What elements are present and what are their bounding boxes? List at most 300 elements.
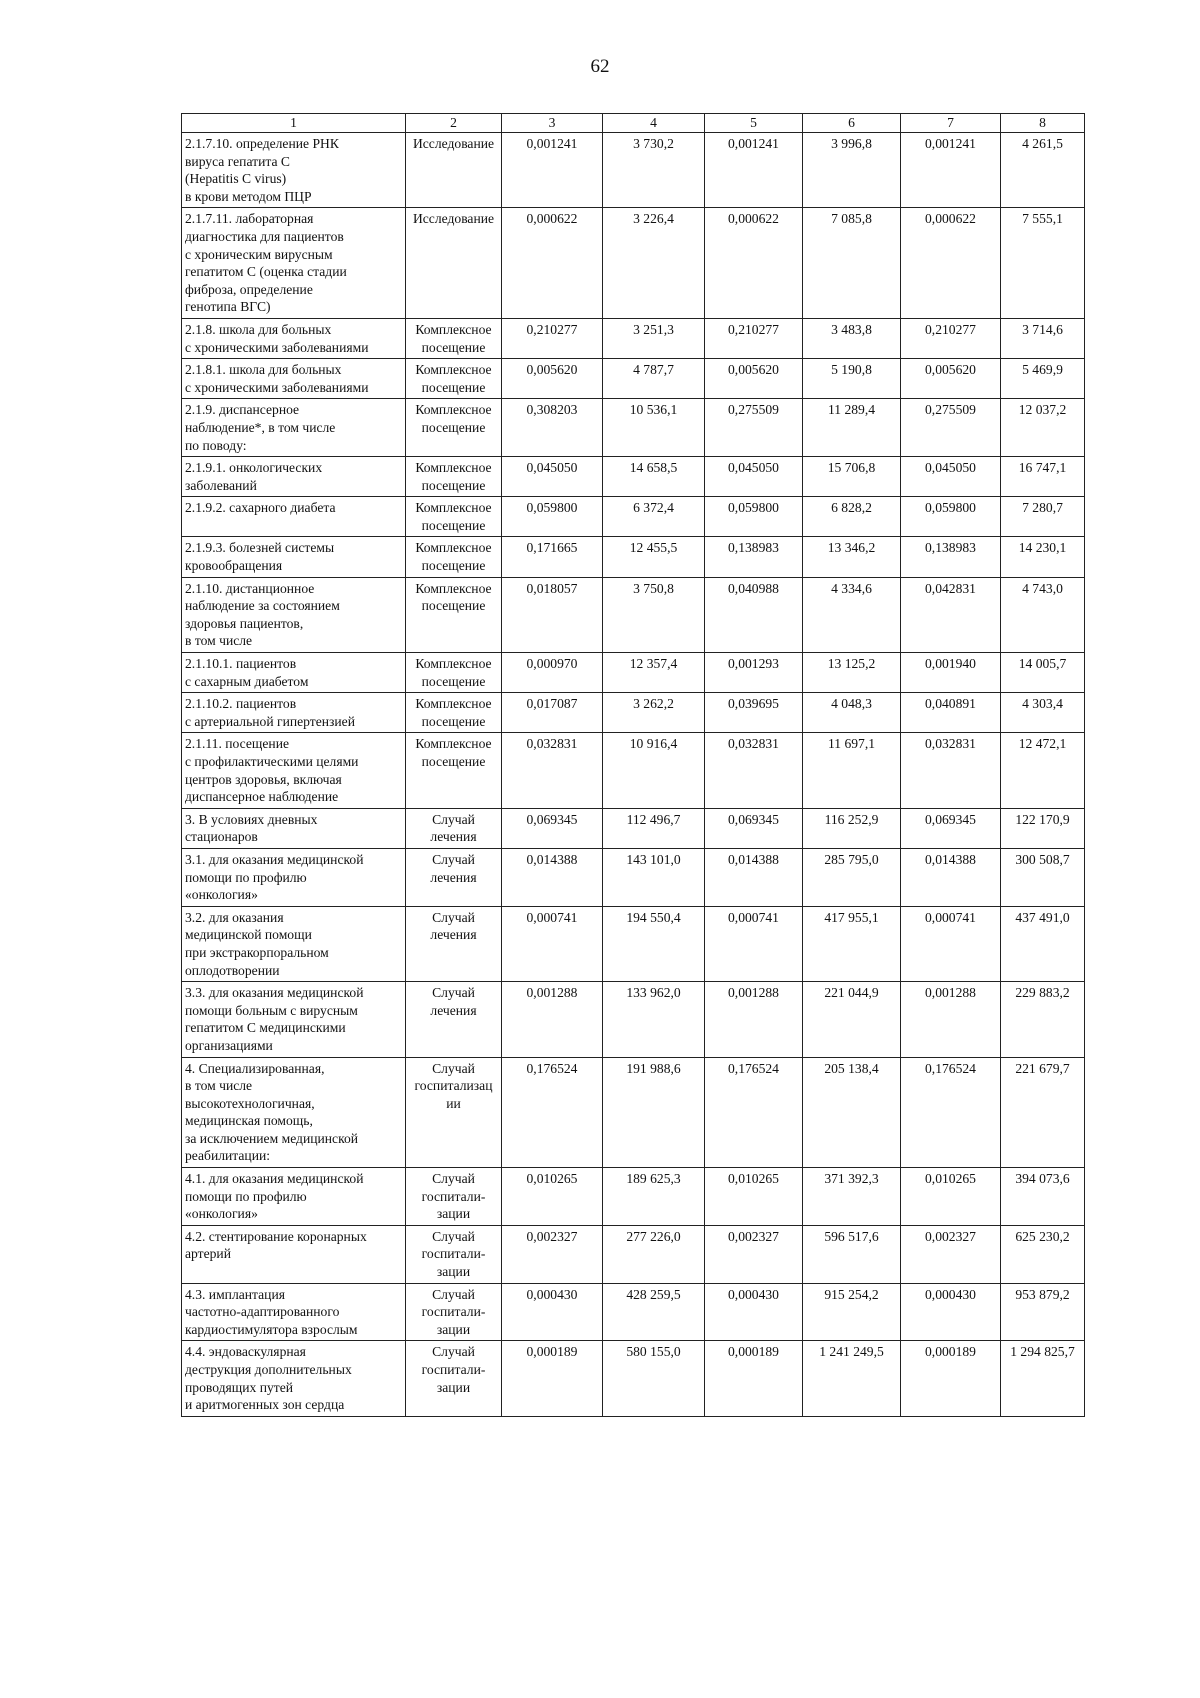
cost-norm-cell: 12 455,5	[603, 537, 705, 577]
cost-norm-cell: 3 714,6	[1001, 318, 1085, 358]
unit-line: Случай	[432, 1286, 475, 1302]
row-name-line: 3. В условиях дневных	[185, 811, 318, 827]
table-row	[182, 457, 1085, 497]
cost-norm-cell: 112 496,7	[603, 808, 705, 848]
table-row	[182, 208, 1085, 319]
row-name-line: 3.3. для оказания медицинской	[185, 985, 364, 1001]
unit-line: Исследование	[412, 136, 495, 151]
norms-table	[181, 113, 1085, 1417]
table-row	[182, 133, 1085, 208]
table-row	[182, 808, 1085, 848]
volume-norm-cell: 0,059800	[705, 497, 803, 537]
volume-norm-cell: 0,018057	[502, 577, 603, 652]
row-name-line: 4.3. имплантация	[185, 1286, 285, 1302]
row-name-line: диспансерное наблюдение	[185, 789, 339, 805]
volume-norm-cell: 0,032831	[502, 733, 603, 808]
row-name-cell	[182, 399, 406, 457]
cost-norm-cell: 7 085,8	[803, 208, 901, 319]
volume-norm-cell: 0,171665	[502, 537, 603, 577]
unit-line: зации	[436, 1264, 471, 1280]
unit-line: посещение	[421, 558, 486, 574]
row-name-line: помощи по профилю	[185, 869, 307, 885]
row-name-line: за исключением медицинской	[185, 1130, 359, 1146]
unit-cell	[406, 399, 502, 457]
unit-cell	[406, 1225, 502, 1283]
unit-line: лечения	[430, 869, 477, 885]
cost-norm-cell: 4 334,6	[803, 577, 901, 652]
row-name-cell	[182, 359, 406, 399]
cost-norm-cell: 221 044,9	[803, 982, 901, 1057]
table-header-row	[182, 114, 1085, 133]
row-name-line: артерий	[185, 1246, 231, 1262]
cost-norm-cell: 3 483,8	[803, 318, 901, 358]
page-number: 62	[590, 56, 610, 77]
unit-cell	[406, 1341, 502, 1416]
table-row	[182, 982, 1085, 1057]
unit-line: посещение	[421, 673, 486, 689]
volume-norm-cell: 0,000430	[502, 1283, 603, 1341]
row-name-line: деструкция дополнительных	[185, 1362, 352, 1377]
column-header: 2	[406, 114, 502, 133]
volume-norm-cell: 0,005620	[502, 359, 603, 399]
unit-cell	[406, 848, 502, 906]
volume-norm-cell: 0,210277	[502, 318, 603, 358]
column-header: 5	[705, 114, 803, 133]
unit-line: посещение	[421, 339, 486, 355]
cost-norm-cell: 11 289,4	[803, 399, 901, 457]
unit-cell	[406, 982, 502, 1057]
cost-norm-cell: 14 005,7	[1001, 653, 1085, 693]
unit-line: Комплексное	[415, 460, 492, 476]
unit-line: Комплексное	[415, 580, 492, 596]
volume-norm-cell: 0,000741	[901, 906, 1001, 981]
cost-norm-cell: 428 259,5	[603, 1283, 705, 1341]
cost-norm-cell: 1 241 249,5	[803, 1341, 901, 1416]
unit-line: посещение	[421, 379, 486, 395]
cost-norm-cell: 10 916,4	[603, 733, 705, 808]
table-row	[182, 497, 1085, 537]
row-name-line: 2.1.10.2. пациентов	[185, 696, 297, 712]
unit-cell	[406, 1283, 502, 1341]
cost-norm-cell: 16 747,1	[1001, 457, 1085, 497]
unit-line: Комплексное	[415, 696, 492, 712]
unit-cell	[406, 906, 502, 981]
unit-cell	[406, 808, 502, 848]
row-name-line: в том числе	[185, 1078, 253, 1094]
row-name-line: 2.1.9.2. сахарного диабета	[185, 500, 336, 516]
table-row	[182, 1283, 1085, 1341]
table-row	[182, 577, 1085, 652]
row-name-line: 2.1.10.1. пациентов	[185, 656, 297, 672]
cost-norm-cell: 14 658,5	[603, 457, 705, 497]
row-name-line: кровообращения	[185, 558, 283, 574]
unit-cell	[406, 359, 502, 399]
cost-norm-cell: 116 252,9	[803, 808, 901, 848]
table-row	[182, 1168, 1085, 1226]
row-name-line: с хроническими заболеваниями	[185, 339, 369, 355]
row-name-cell	[182, 537, 406, 577]
cost-norm-cell: 191 988,6	[603, 1057, 705, 1168]
cost-norm-cell: 194 550,4	[603, 906, 705, 981]
volume-norm-cell: 0,069345	[502, 808, 603, 848]
cost-norm-cell: 5 469,9	[1001, 359, 1085, 399]
row-name-cell	[182, 906, 406, 981]
row-name-line: в крови методом ПЦР	[185, 188, 312, 204]
row-name-line: центров здоровья, включая	[185, 771, 342, 787]
row-name-line: 2.1.11. посещение	[185, 736, 290, 752]
table-row	[182, 359, 1085, 399]
volume-norm-cell: 0,000741	[502, 906, 603, 981]
volume-norm-cell: 0,002327	[901, 1225, 1001, 1283]
row-name-line: 2.1.8.1. школа для больных	[185, 362, 342, 378]
cost-norm-cell: 417 955,1	[803, 906, 901, 981]
unit-line: Случай	[432, 1171, 475, 1187]
cost-norm-cell: 7 280,7	[1001, 497, 1085, 537]
row-name-line: медицинской помощи	[185, 927, 312, 943]
column-header: 3	[502, 114, 603, 133]
volume-norm-cell: 0,000622	[705, 208, 803, 319]
row-name-line: организациями	[185, 1037, 273, 1053]
unit-line: госпитализац	[414, 1078, 493, 1094]
table-row	[182, 906, 1085, 981]
row-name-cell	[182, 693, 406, 733]
unit-line: Случай	[432, 811, 475, 827]
unit-line: Исследование	[412, 211, 495, 227]
cost-norm-cell: 3 996,8	[803, 133, 901, 208]
row-name-cell	[182, 318, 406, 358]
cost-norm-cell: 12 357,4	[603, 653, 705, 693]
row-name-line: с сахарным диабетом	[185, 673, 309, 689]
volume-norm-cell: 0,014388	[705, 848, 803, 906]
cost-norm-cell: 4 787,7	[603, 359, 705, 399]
volume-norm-cell: 0,045050	[705, 457, 803, 497]
column-header: 4	[603, 114, 705, 133]
row-name-cell	[182, 497, 406, 537]
row-name-line: с профилактическими целями	[185, 754, 359, 769]
row-name-line: гепатитом С (оценка стадии	[185, 264, 347, 280]
volume-norm-cell: 0,010265	[901, 1168, 1001, 1226]
volume-norm-cell: 0,000622	[901, 208, 1001, 319]
table-row	[182, 399, 1085, 457]
volume-norm-cell: 0,032831	[901, 733, 1001, 808]
unit-line: посещение	[421, 754, 486, 769]
row-name-cell	[182, 1057, 406, 1168]
row-name-line: 3.2. для оказания	[185, 909, 284, 925]
unit-line: Комплексное	[415, 736, 492, 752]
volume-norm-cell: 0,040891	[901, 693, 1001, 733]
unit-line: госпитали-	[421, 1246, 486, 1262]
cost-norm-cell: 3 750,8	[603, 577, 705, 652]
volume-norm-cell: 0,138983	[705, 537, 803, 577]
row-name-line: диагностика для пациентов	[185, 228, 344, 244]
unit-line: Случай	[432, 985, 475, 1001]
cost-norm-cell: 7 555,1	[1001, 208, 1085, 319]
volume-norm-cell: 0,042831	[901, 577, 1001, 652]
unit-cell	[406, 497, 502, 537]
cost-norm-cell: 953 879,2	[1001, 1283, 1085, 1341]
unit-line: ии	[446, 1095, 461, 1111]
table-row	[182, 1057, 1085, 1168]
cost-norm-cell: 143 101,0	[603, 848, 705, 906]
row-name-cell	[182, 653, 406, 693]
row-name-cell	[182, 982, 406, 1057]
row-name-cell	[182, 1168, 406, 1226]
row-name-line: наблюдение*, в том числе	[185, 419, 336, 435]
cost-norm-cell: 1 294 825,7	[1001, 1341, 1085, 1416]
volume-norm-cell: 0,001288	[705, 982, 803, 1057]
row-name-line: реабилитации:	[185, 1148, 271, 1164]
row-name-cell	[182, 733, 406, 808]
volume-norm-cell: 0,014388	[901, 848, 1001, 906]
row-name-cell	[182, 1225, 406, 1283]
volume-norm-cell: 0,059800	[901, 497, 1001, 537]
table-row	[182, 733, 1085, 808]
table-row	[182, 653, 1085, 693]
row-name-cell	[182, 208, 406, 319]
unit-line: Комплексное	[415, 500, 492, 516]
column-header: 7	[901, 114, 1001, 133]
cost-norm-cell: 437 491,0	[1001, 906, 1085, 981]
row-name-cell	[182, 1283, 406, 1341]
unit-line: Случай	[432, 851, 475, 867]
row-name-line: проводящих путей	[185, 1379, 294, 1395]
cost-norm-cell: 4 743,0	[1001, 577, 1085, 652]
cost-norm-cell: 371 392,3	[803, 1168, 901, 1226]
row-name-line: частотно-адаптированного	[185, 1304, 340, 1320]
unit-cell	[406, 653, 502, 693]
unit-line: посещение	[421, 419, 486, 435]
cost-norm-cell: 5 190,8	[803, 359, 901, 399]
volume-norm-cell: 0,000189	[502, 1341, 603, 1416]
row-name-line: 4.1. для оказания медицинской	[185, 1171, 364, 1187]
unit-line: Случай	[432, 909, 475, 925]
cost-norm-cell: 205 138,4	[803, 1057, 901, 1168]
unit-line: зации	[436, 1321, 471, 1337]
row-name-line: наблюдение за состоянием	[185, 598, 340, 614]
row-name-line: гепатитом С медицинскими	[185, 1020, 346, 1036]
volume-norm-cell: 0,176524	[901, 1057, 1001, 1168]
cost-norm-cell: 13 346,2	[803, 537, 901, 577]
row-name-cell	[182, 577, 406, 652]
table-body	[182, 133, 1085, 1417]
row-name-line: с хроническими заболеваниями	[185, 379, 369, 395]
unit-line: Случай	[432, 1344, 475, 1360]
volume-norm-cell: 0,000741	[705, 906, 803, 981]
volume-norm-cell: 0,000430	[705, 1283, 803, 1341]
row-name-line: «онкология»	[185, 1206, 258, 1222]
unit-line: Случай	[432, 1228, 475, 1244]
row-name-line: 2.1.10. дистанционное	[185, 580, 315, 596]
row-name-cell	[182, 808, 406, 848]
volume-norm-cell: 0,002327	[502, 1225, 603, 1283]
cost-norm-cell: 4 261,5	[1001, 133, 1085, 208]
row-name-line: и аритмогенных зон сердца	[185, 1397, 345, 1413]
unit-cell	[406, 133, 502, 208]
volume-norm-cell: 0,010265	[705, 1168, 803, 1226]
cost-norm-cell: 915 254,2	[803, 1283, 901, 1341]
cost-norm-cell: 580 155,0	[603, 1341, 705, 1416]
unit-line: Комплексное	[415, 402, 492, 418]
volume-norm-cell: 0,005620	[901, 359, 1001, 399]
row-name-line: с артериальной гипертензией	[185, 713, 355, 729]
row-name-line: с хроническим вирусным	[185, 246, 333, 262]
table-row	[182, 537, 1085, 577]
table-row	[182, 693, 1085, 733]
cost-norm-cell: 10 536,1	[603, 399, 705, 457]
volume-norm-cell: 0,176524	[502, 1057, 603, 1168]
cost-norm-cell: 122 170,9	[1001, 808, 1085, 848]
volume-norm-cell: 0,001288	[502, 982, 603, 1057]
column-header: 6	[803, 114, 901, 133]
cost-norm-cell: 3 251,3	[603, 318, 705, 358]
unit-line: Комплексное	[415, 362, 492, 378]
row-name-line: помощи больным с вирусным	[185, 1002, 358, 1018]
row-name-line: 3.1. для оказания медицинской	[185, 851, 364, 867]
cost-norm-cell: 15 706,8	[803, 457, 901, 497]
row-name-cell	[182, 133, 406, 208]
cost-norm-cell: 12 037,2	[1001, 399, 1085, 457]
column-header: 8	[1001, 114, 1085, 133]
volume-norm-cell: 0,017087	[502, 693, 603, 733]
unit-line: посещение	[421, 517, 486, 533]
volume-norm-cell: 0,000622	[502, 208, 603, 319]
unit-line: посещение	[421, 713, 486, 729]
row-name-line: «онкология»	[185, 887, 258, 903]
unit-line: лечения	[430, 1002, 477, 1018]
cost-norm-cell: 3 262,2	[603, 693, 705, 733]
volume-norm-cell: 0,210277	[705, 318, 803, 358]
row-name-line: оплодотворении	[185, 962, 280, 978]
row-name-line: 2.1.9. диспансерное	[185, 402, 300, 418]
volume-norm-cell: 0,040988	[705, 577, 803, 652]
unit-line: лечения	[430, 829, 477, 845]
row-name-cell	[182, 457, 406, 497]
volume-norm-cell: 0,138983	[901, 537, 1001, 577]
unit-line: зации	[436, 1206, 471, 1222]
row-name-line: высокотехнологичная,	[185, 1095, 315, 1111]
cost-norm-cell: 285 795,0	[803, 848, 901, 906]
unit-cell	[406, 457, 502, 497]
cost-norm-cell: 11 697,1	[803, 733, 901, 808]
row-name-line: генотипа ВГС)	[185, 299, 271, 315]
volume-norm-cell: 0,045050	[502, 457, 603, 497]
column-header: 1	[182, 114, 406, 133]
unit-cell	[406, 1168, 502, 1226]
unit-line: лечения	[430, 927, 477, 943]
row-name-line: 2.1.7.11. лабораторная	[185, 211, 314, 227]
row-name-line: медицинская помощь,	[185, 1113, 313, 1129]
unit-line: Комплексное	[415, 540, 492, 556]
row-name-line: по поводу:	[185, 437, 247, 453]
volume-norm-cell: 0,308203	[502, 399, 603, 457]
row-name-line: заболеваний	[185, 477, 257, 493]
volume-norm-cell: 0,045050	[901, 457, 1001, 497]
cost-norm-cell: 3 226,4	[603, 208, 705, 319]
volume-norm-cell: 0,069345	[901, 808, 1001, 848]
unit-line: Комплексное	[415, 656, 492, 672]
row-name-line: 2.1.9.3. болезней системы	[185, 540, 335, 556]
volume-norm-cell: 0,032831	[705, 733, 803, 808]
cost-norm-cell: 12 472,1	[1001, 733, 1085, 808]
cost-norm-cell: 394 073,6	[1001, 1168, 1085, 1226]
volume-norm-cell: 0,002327	[705, 1225, 803, 1283]
unit-line: госпитали-	[421, 1188, 486, 1204]
volume-norm-cell: 0,010265	[502, 1168, 603, 1226]
cost-norm-cell: 221 679,7	[1001, 1057, 1085, 1168]
cost-norm-cell: 3 730,2	[603, 133, 705, 208]
volume-norm-cell: 0,039695	[705, 693, 803, 733]
cost-norm-cell: 13 125,2	[803, 653, 901, 693]
volume-norm-cell: 0,059800	[502, 497, 603, 537]
row-name-cell	[182, 848, 406, 906]
unit-line: Случай	[432, 1060, 475, 1076]
table-row	[182, 848, 1085, 906]
row-name-line: 4.2. стентирование коронарных	[185, 1228, 367, 1244]
table-row	[182, 318, 1085, 358]
volume-norm-cell: 0,275509	[901, 399, 1001, 457]
unit-cell	[406, 537, 502, 577]
cost-norm-cell: 229 883,2	[1001, 982, 1085, 1057]
unit-cell	[406, 693, 502, 733]
row-name-line: при экстракорпоральном	[185, 944, 329, 960]
row-name-line: в том числе	[185, 633, 253, 649]
volume-norm-cell: 0,275509	[705, 399, 803, 457]
volume-norm-cell: 0,000189	[705, 1341, 803, 1416]
volume-norm-cell: 0,000970	[502, 653, 603, 693]
cost-norm-cell: 300 508,7	[1001, 848, 1085, 906]
cost-norm-cell: 133 962,0	[603, 982, 705, 1057]
volume-norm-cell: 0,000430	[901, 1283, 1001, 1341]
row-name-line: 2.1.7.10. определение РНК	[185, 136, 339, 151]
row-name-line: помощи по профилю	[185, 1188, 307, 1204]
cost-norm-cell: 596 517,6	[803, 1225, 901, 1283]
row-name-line: 2.1.8. школа для больных	[185, 321, 332, 337]
volume-norm-cell: 0,014388	[502, 848, 603, 906]
volume-norm-cell: 0,001293	[705, 653, 803, 693]
volume-norm-cell: 0,176524	[705, 1057, 803, 1168]
row-name-line: стационаров	[185, 829, 258, 845]
volume-norm-cell: 0,001940	[901, 653, 1001, 693]
table-row	[182, 1225, 1085, 1283]
unit-cell	[406, 208, 502, 319]
volume-norm-cell: 0,000189	[901, 1341, 1001, 1416]
cost-norm-cell: 189 625,3	[603, 1168, 705, 1226]
volume-norm-cell: 0,210277	[901, 318, 1001, 358]
row-name-cell	[182, 1341, 406, 1416]
unit-line: зации	[436, 1379, 471, 1395]
cost-norm-cell: 6 372,4	[603, 497, 705, 537]
volume-norm-cell: 0,001241	[901, 133, 1001, 208]
unit-cell	[406, 577, 502, 652]
cost-norm-cell: 625 230,2	[1001, 1225, 1085, 1283]
cost-norm-cell: 277 226,0	[603, 1225, 705, 1283]
row-name-line: фиброза, определение	[185, 281, 313, 297]
cost-norm-cell: 4 303,4	[1001, 693, 1085, 733]
unit-line: госпитали-	[421, 1304, 486, 1320]
unit-cell	[406, 733, 502, 808]
cost-norm-cell: 4 048,3	[803, 693, 901, 733]
row-name-line: 4.4. эндоваскулярная	[185, 1344, 306, 1360]
unit-line: Комплексное	[415, 321, 492, 337]
volume-norm-cell: 0,001241	[705, 133, 803, 208]
cost-norm-cell: 14 230,1	[1001, 537, 1085, 577]
unit-line: госпитали-	[421, 1362, 486, 1377]
unit-line: посещение	[421, 477, 486, 493]
unit-cell	[406, 1057, 502, 1168]
row-name-line: 2.1.9.1. онкологических	[185, 460, 323, 476]
row-name-line: кардиостимулятора взрослым	[185, 1321, 358, 1337]
volume-norm-cell: 0,069345	[705, 808, 803, 848]
